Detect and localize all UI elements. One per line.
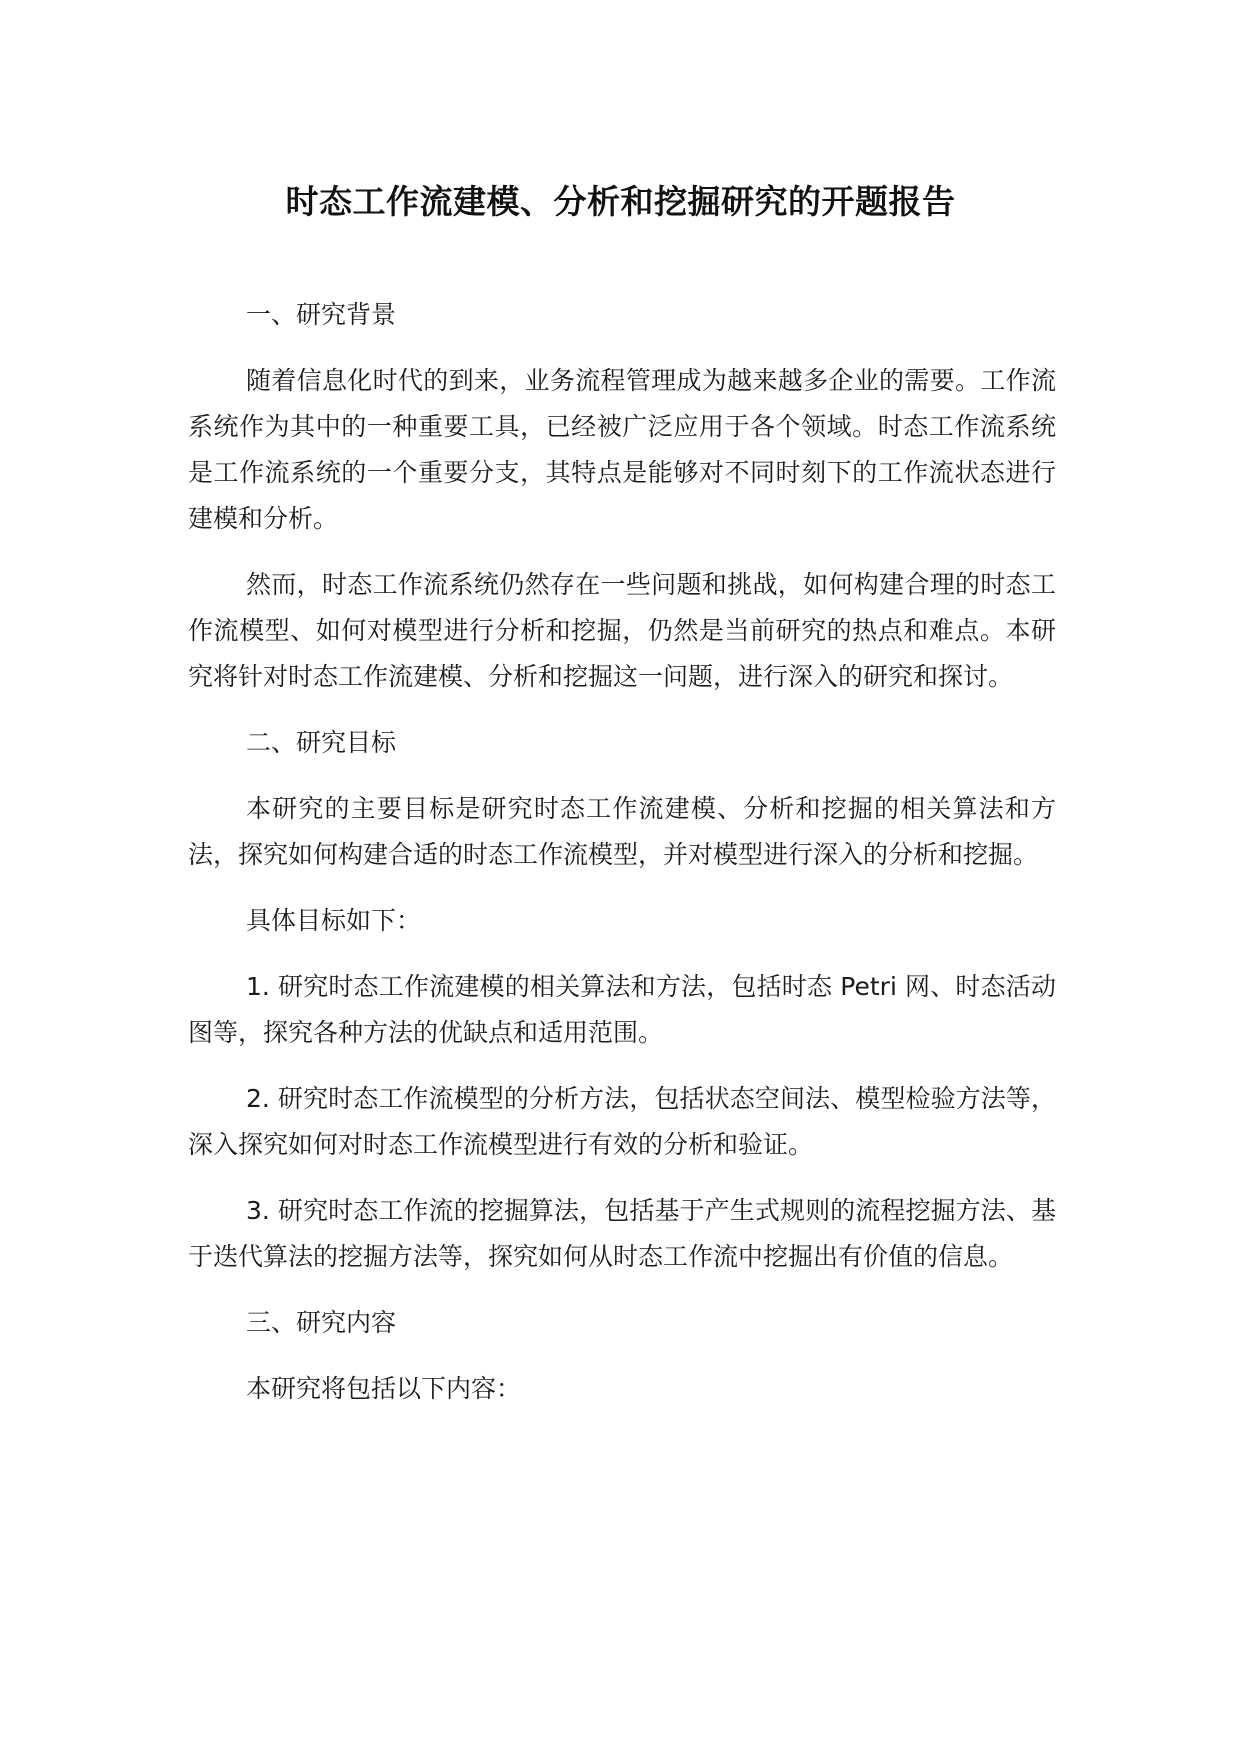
list-item-goal-1: 1. 研究时态工作流建模的相关算法和方法，包括时态 Petri 网、时态活动图等，探究各种方法的优缺点和适用范围。 — [188, 972, 1056, 1047]
section-heading-content: 三、研究内容 — [246, 1308, 397, 1337]
paragraph-goals-intro: 具体目标如下： — [246, 906, 422, 935]
document-title: 时态工作流建模、分析和挖掘研究的开题报告 — [285, 182, 956, 221]
paragraph-content-intro: 本研究将包括以下内容： — [246, 1374, 522, 1403]
list-item-goal-2: 2. 研究时态工作流模型的分析方法，包括状态空间法、模型检验方法等，深入探究如何对时态工作流模型进行有效的分析和验证。 — [188, 1084, 1056, 1159]
section-heading-background: 一、研究背景 — [246, 300, 397, 329]
document-body — [188, 292, 1056, 1412]
section-heading-goals: 二、研究目标 — [246, 728, 397, 757]
paragraph-goals-main: 本研究的主要目标是研究时态工作流建模、分析和挖掘的相关算法和方法，探究如何构建合适的时态工作流模型，并对模型进行深入的分析和挖掘。 — [188, 794, 1056, 869]
list-item-goal-3: 3. 研究时态工作流的挖掘算法，包括基于产生式规则的流程挖掘方法、基于迭代算法的挖掘方法等，探究如何从时态工作流中挖掘出有价值的信息。 — [188, 1196, 1056, 1271]
paragraph-background-2: 然而，时态工作流系统仍然存在一些问题和挑战，如何构建合理的时态工作流模型、如何对模型进行分析和挖掘，仍然是当前研究的热点和难点。本研究将针对时态工作流建模、分析和挖掘这一问题，进行深入的研究和探讨。 — [188, 570, 1056, 691]
paragraph-background-1: 随着信息化时代的到来，业务流程管理成为越来越多企业的需要。工作流系统作为其中的一种重要工具，已经被广泛应用于各个领域。时态工作流系统是工作流系统的一个重要分支，其特点是能够对不同时刻下的工作流状态进行建模和分析。 — [188, 366, 1056, 533]
